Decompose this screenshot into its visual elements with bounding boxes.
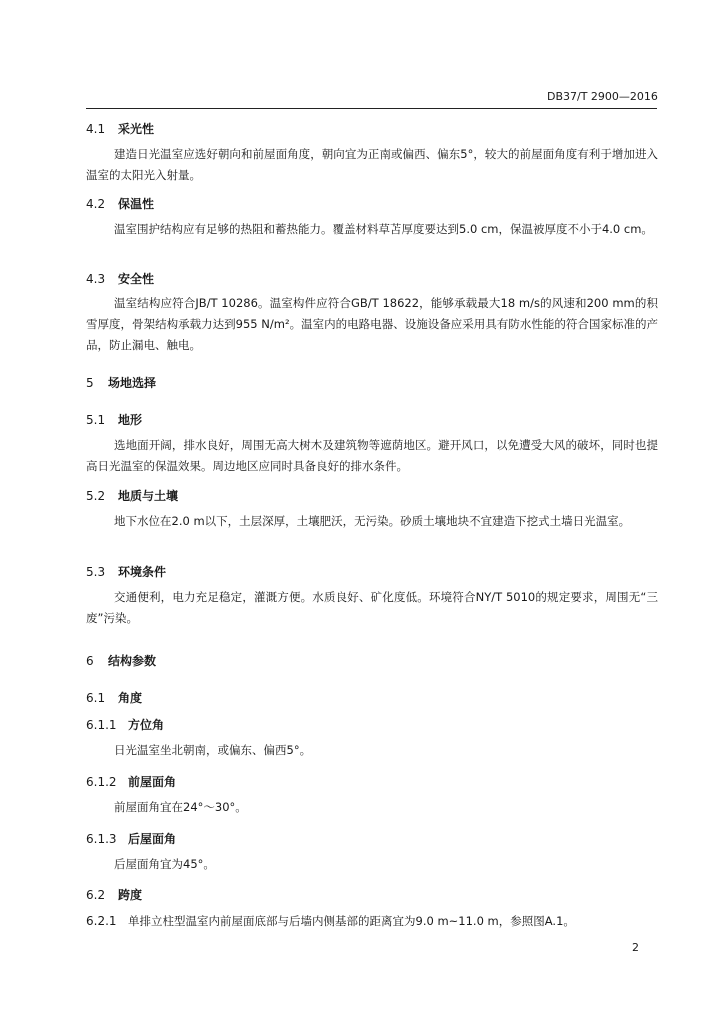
heading-6-2 bbox=[86, 886, 142, 903]
paragraph-4-2: 温室围护结构应有足够的热阻和蓄热能力。覆盖材料草苫厚度要达到5.0 cm，保温被厚度不小于4.0 cm。 bbox=[114, 222, 653, 236]
document-code: DB37/T 2900—2016 bbox=[547, 90, 658, 103]
section-number: 5 bbox=[86, 376, 94, 390]
clause-text: 单排立柱型温室内前屋面底部与后墙内侧基部的距离宜为9.0 m~11.0 m，参照图A.1。 bbox=[128, 914, 575, 928]
heading-4-1 bbox=[86, 120, 154, 137]
section-number: 6.1.3 bbox=[86, 832, 117, 846]
section-title: 采光性 bbox=[118, 122, 155, 136]
heading-6-1-2 bbox=[86, 773, 176, 790]
heading-6-1 bbox=[86, 689, 142, 706]
paragraph-5-1: 选地面开阔，排水良好，周围无高大树木及建筑物等遮荫地区。避开风口，以免遭受大风的破坏，同时也提高日光温室的保温效果。周边地区应同时具备良好的排水条件。 bbox=[86, 438, 658, 473]
header-rule bbox=[86, 108, 657, 109]
paragraph-4-1: 建造日光温室应选好朝向和前屋面角度，朝向宜为正南或偏西、偏东5°，较大的前屋面角度有利于增加进入温室的太阳光入射量。 bbox=[86, 147, 658, 182]
section-title: 前屋面角 bbox=[128, 775, 177, 789]
section-number: 6.2 bbox=[86, 888, 106, 902]
paragraph-6-1-1: 日光温室坐北朝南，或偏东、偏西5°。 bbox=[114, 743, 312, 757]
section-number: 6.1.2 bbox=[86, 775, 117, 789]
section-title: 保温性 bbox=[118, 197, 155, 211]
heading-5-3 bbox=[86, 563, 166, 580]
section-title: 角度 bbox=[118, 691, 143, 705]
paragraph-5-3: 交通便利，电力充足稳定，灌溉方便。水质良好、矿化度低。环境符合NY/T 5010的规定要求，周围无“三废”污染。 bbox=[86, 590, 658, 625]
section-title: 安全性 bbox=[118, 272, 155, 286]
section-title: 地质与土壤 bbox=[118, 489, 179, 503]
heading-4-2 bbox=[86, 195, 154, 212]
section-number: 6.2.1 bbox=[86, 914, 117, 928]
section-number: 4.2 bbox=[86, 197, 106, 211]
heading-5-2 bbox=[86, 487, 178, 504]
section-title: 跨度 bbox=[118, 888, 143, 902]
section-title: 地形 bbox=[118, 413, 143, 427]
section-number: 4.3 bbox=[86, 272, 106, 286]
section-title: 结构参数 bbox=[108, 654, 157, 668]
heading-5-1 bbox=[86, 411, 142, 428]
section-title: 后屋面角 bbox=[128, 832, 177, 846]
heading-6-1-3 bbox=[86, 830, 176, 847]
clause-6-2-1 bbox=[86, 913, 575, 929]
section-number: 5.2 bbox=[86, 489, 106, 503]
heading-6 bbox=[86, 652, 156, 669]
section-number: 6.1.1 bbox=[86, 718, 117, 732]
heading-4-3 bbox=[86, 270, 154, 287]
paragraph-5-2: 地下水位在2.0 m以下，土层深厚，土壤肥沃，无污染。砂质土壤地块不宜建造下挖式土墙日光温室。 bbox=[114, 514, 631, 528]
heading-6-1-1 bbox=[86, 716, 164, 733]
paragraph-6-1-2: 前屋面角宜在24°～30°。 bbox=[114, 800, 247, 814]
section-number: 6.1 bbox=[86, 691, 106, 705]
paragraph-6-1-3: 后屋面角宜为45°。 bbox=[114, 857, 215, 871]
section-number: 6 bbox=[86, 654, 94, 668]
section-title: 方位角 bbox=[128, 718, 165, 732]
section-number: 5.3 bbox=[86, 565, 106, 579]
section-number: 4.1 bbox=[86, 122, 106, 136]
section-title: 环境条件 bbox=[118, 565, 167, 579]
section-title: 场地选择 bbox=[108, 376, 157, 390]
page-number: 2 bbox=[632, 941, 639, 954]
section-number: 5.1 bbox=[86, 413, 106, 427]
paragraph-4-3: 温室结构应符合JB/T 10286。温室构件应符合GB/T 18622，能够承载最大18 m/s的风速和200 mm的积雪厚度，骨架结构承载力达到955 N/m²。温室内的电路电器、设施设备应采用具有防水性能的符合国家标准的产品，防止漏电、触电。 bbox=[86, 296, 658, 352]
heading-5 bbox=[86, 374, 156, 391]
